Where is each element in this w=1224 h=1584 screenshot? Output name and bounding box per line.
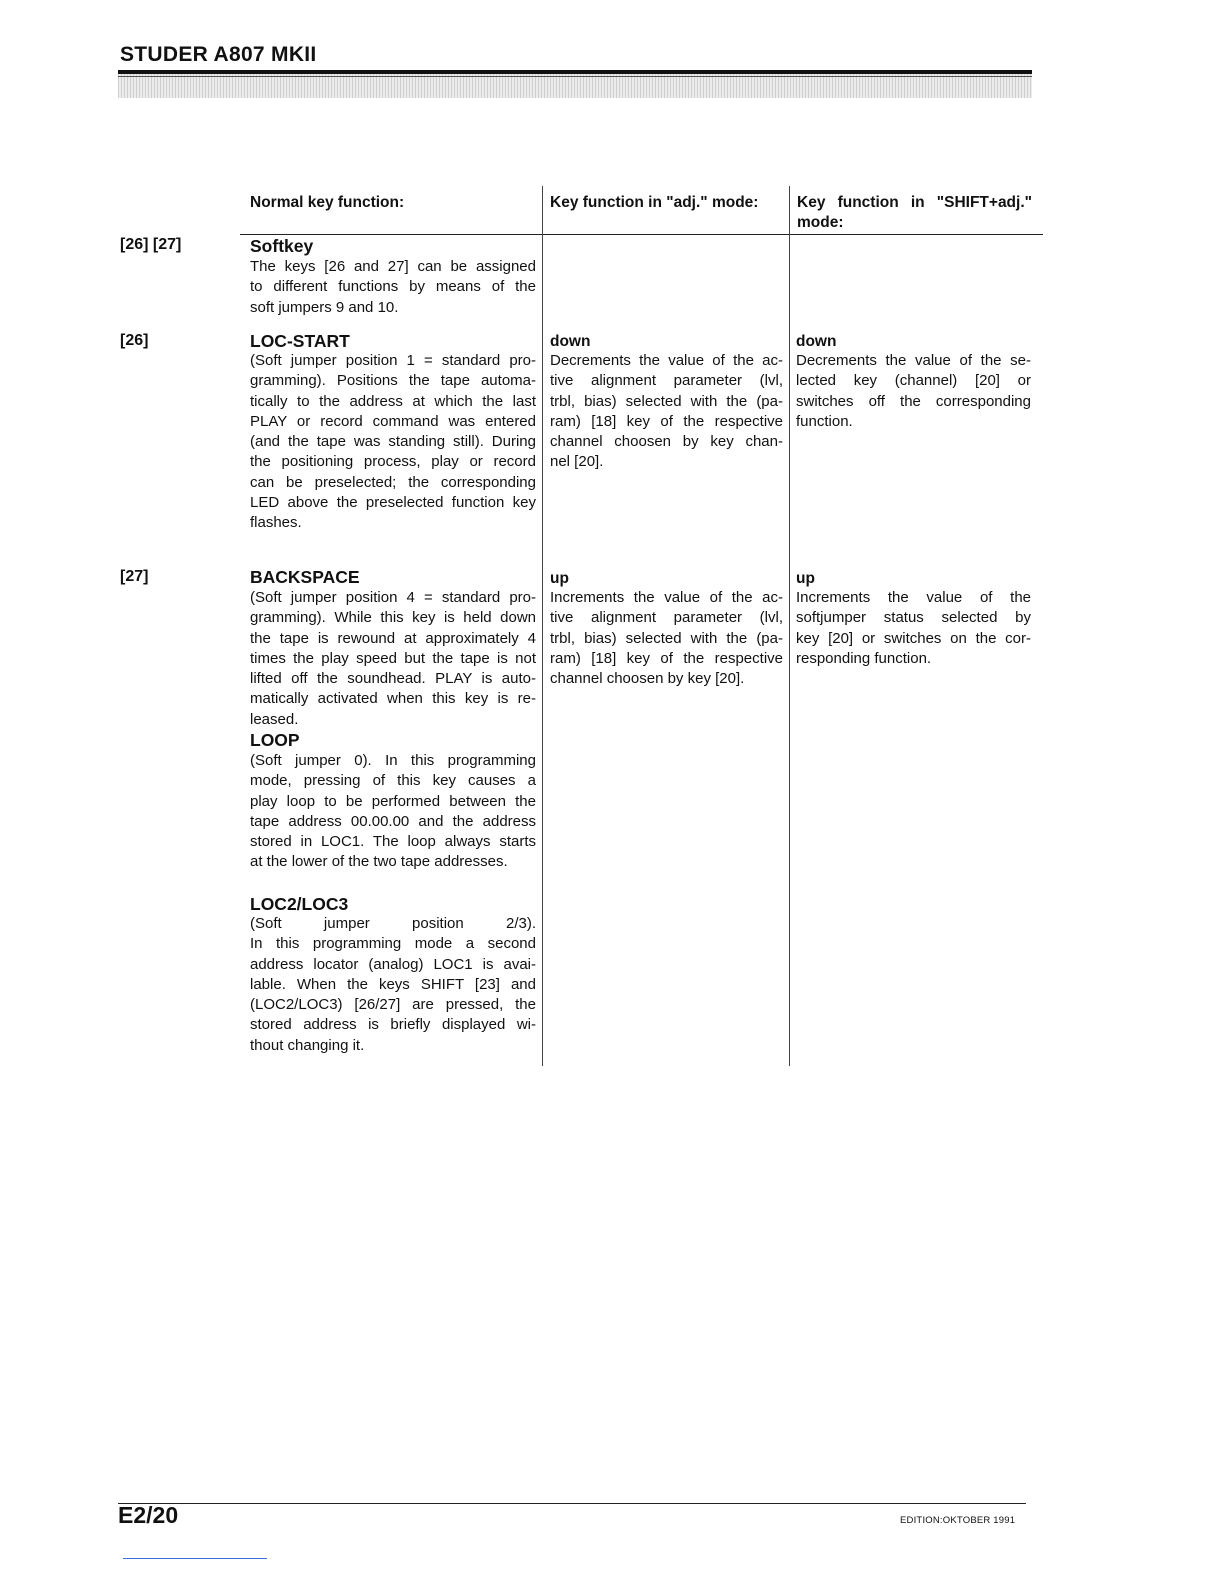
text-backspace (250, 588, 536, 730)
text-line: ram) [18] key of the respective (550, 412, 783, 430)
text-line: at the lower of the two tape addresses. (250, 853, 508, 871)
text-line: gramming). Positions the tape automa- (250, 372, 536, 390)
text-line: trbl, bias) selected with the (pa- (550, 629, 783, 647)
text-line: (Soft jumper position 4 = standard pro- (250, 589, 536, 606)
text-softkey (250, 257, 536, 318)
text-line: tive alignment parameter (lvl, (550, 372, 783, 390)
text-line: switches off the corresponding (796, 392, 1031, 410)
text-line: the tape is rewound at approximately 4 (250, 629, 536, 647)
text-loop (250, 751, 536, 873)
text-line: Decrements the value of the ac- (550, 352, 783, 369)
heading-loop: LOOP (250, 730, 300, 750)
text-line: matically activated when this key is re- (250, 690, 536, 708)
header-bar (118, 70, 1032, 98)
edition-label: EDITION:OKTOBER 1991 (900, 1515, 1016, 1526)
text-line: Decrements the value of the se- (796, 352, 1031, 369)
shift-heading-up: up (796, 570, 815, 587)
text-line: (Soft jumper 0). In this programming (250, 752, 536, 769)
text-line: (and the tape was standing still). During (250, 433, 536, 451)
text-line: (Soft jumper position 2/3). (250, 915, 536, 932)
heading-backspace: BACKSPACE (250, 567, 360, 587)
text-line: can be preselected; the corresponding (250, 473, 536, 491)
page-number: E2/20 (118, 1502, 179, 1528)
text-line: softjumper status selected by (796, 609, 1031, 627)
text-line: ram) [18] key of the respective (550, 649, 783, 667)
shift-heading-down: down (796, 333, 837, 350)
column-heading-normal: Normal key function: (250, 194, 405, 211)
text-line: address locator (analog) LOC1 is avai- (250, 955, 536, 973)
text-line: lected key (channel) [20] or (796, 372, 1031, 390)
key-label-backspace: [27] (120, 568, 149, 585)
text-line: flashes. (250, 514, 302, 532)
link-underline (123, 1558, 267, 1559)
column-divider-1 (542, 186, 543, 1066)
adj-heading-up: up (550, 570, 569, 587)
text-line: thout changing it. (250, 1036, 365, 1054)
footer-rule (118, 1503, 1026, 1504)
heading-softkey: Softkey (250, 236, 314, 256)
text-line: LED above the preselected function key (250, 494, 536, 512)
adj-text-up (550, 588, 783, 689)
text-line: key [20] or switches on the cor- (796, 629, 1031, 647)
text-line: trbl, bias) selected with the (pa- (550, 392, 783, 410)
text-line: the positioning process, play or record (250, 453, 536, 471)
text-line: times the play speed but the tape is not (250, 649, 536, 667)
text-line: leased. (250, 710, 299, 728)
text-line: responding function. (796, 649, 932, 667)
text-line: The keys [26 and 27] can be assigned (250, 258, 536, 275)
text-line: mode, pressing of this key causes a (250, 772, 536, 790)
text-line: channel choosen by key chan- (550, 433, 783, 451)
text-line: lifted off the soundhead. PLAY is auto- (250, 670, 536, 688)
column-heading-adj: Key function in "adj." mode: (550, 194, 759, 211)
header-underline (240, 234, 1043, 235)
text-line: gramming). While this key is held down (250, 609, 536, 627)
text-line: soft jumpers 9 and 10. (250, 298, 399, 316)
key-label-softkey: [26] [27] (120, 236, 182, 253)
text-line: to different functions by means of the (250, 278, 536, 296)
text-line: In this programming mode a second (250, 935, 536, 953)
text-line: nel [20]. (550, 453, 604, 471)
shift-text-down (796, 351, 1031, 432)
text-line: Increments the value of the ac- (550, 589, 783, 606)
text-line: stored address is briefly displayed wi- (250, 1016, 536, 1034)
heading-loc2-loc3: LOC2/LOC3 (250, 894, 349, 914)
adj-text-down (550, 351, 783, 473)
text-line: tape address 00.00.00 and the address (250, 812, 536, 830)
text-line: channel choosen by key [20]. (550, 670, 745, 688)
text-line: play loop to be performed between the (250, 792, 536, 810)
text-line: (LOC2/LOC3) [26/27] are pressed, the (250, 996, 536, 1014)
text-loc2-loc3 (250, 914, 536, 1056)
text-line: stored in LOC1. The loop always starts (250, 833, 536, 851)
text-line: function. (796, 412, 853, 430)
shift-text-up (796, 588, 1031, 669)
text-line: lable. When the keys SHIFT [23] and (250, 975, 536, 993)
heading-loc-start: LOC-START (250, 331, 350, 351)
text-loc-start (250, 351, 536, 534)
column-divider-2 (789, 186, 790, 1066)
text-line: tive alignment parameter (lvl, (550, 609, 783, 627)
page-header-title: STUDER A807 MKII (120, 43, 317, 66)
text-line: tically to the address at which the last (250, 392, 536, 410)
key-label-loc-start: [26] (120, 332, 149, 349)
text-line: PLAY or record command was entered (250, 412, 536, 430)
column-heading-shift-adj: Key function in "SHIFT+adj." mode: (797, 194, 1032, 231)
text-line: Increments the value of the (796, 589, 1031, 606)
text-line: (Soft jumper position 1 = standard pro- (250, 352, 536, 369)
adj-heading-down: down (550, 333, 591, 350)
